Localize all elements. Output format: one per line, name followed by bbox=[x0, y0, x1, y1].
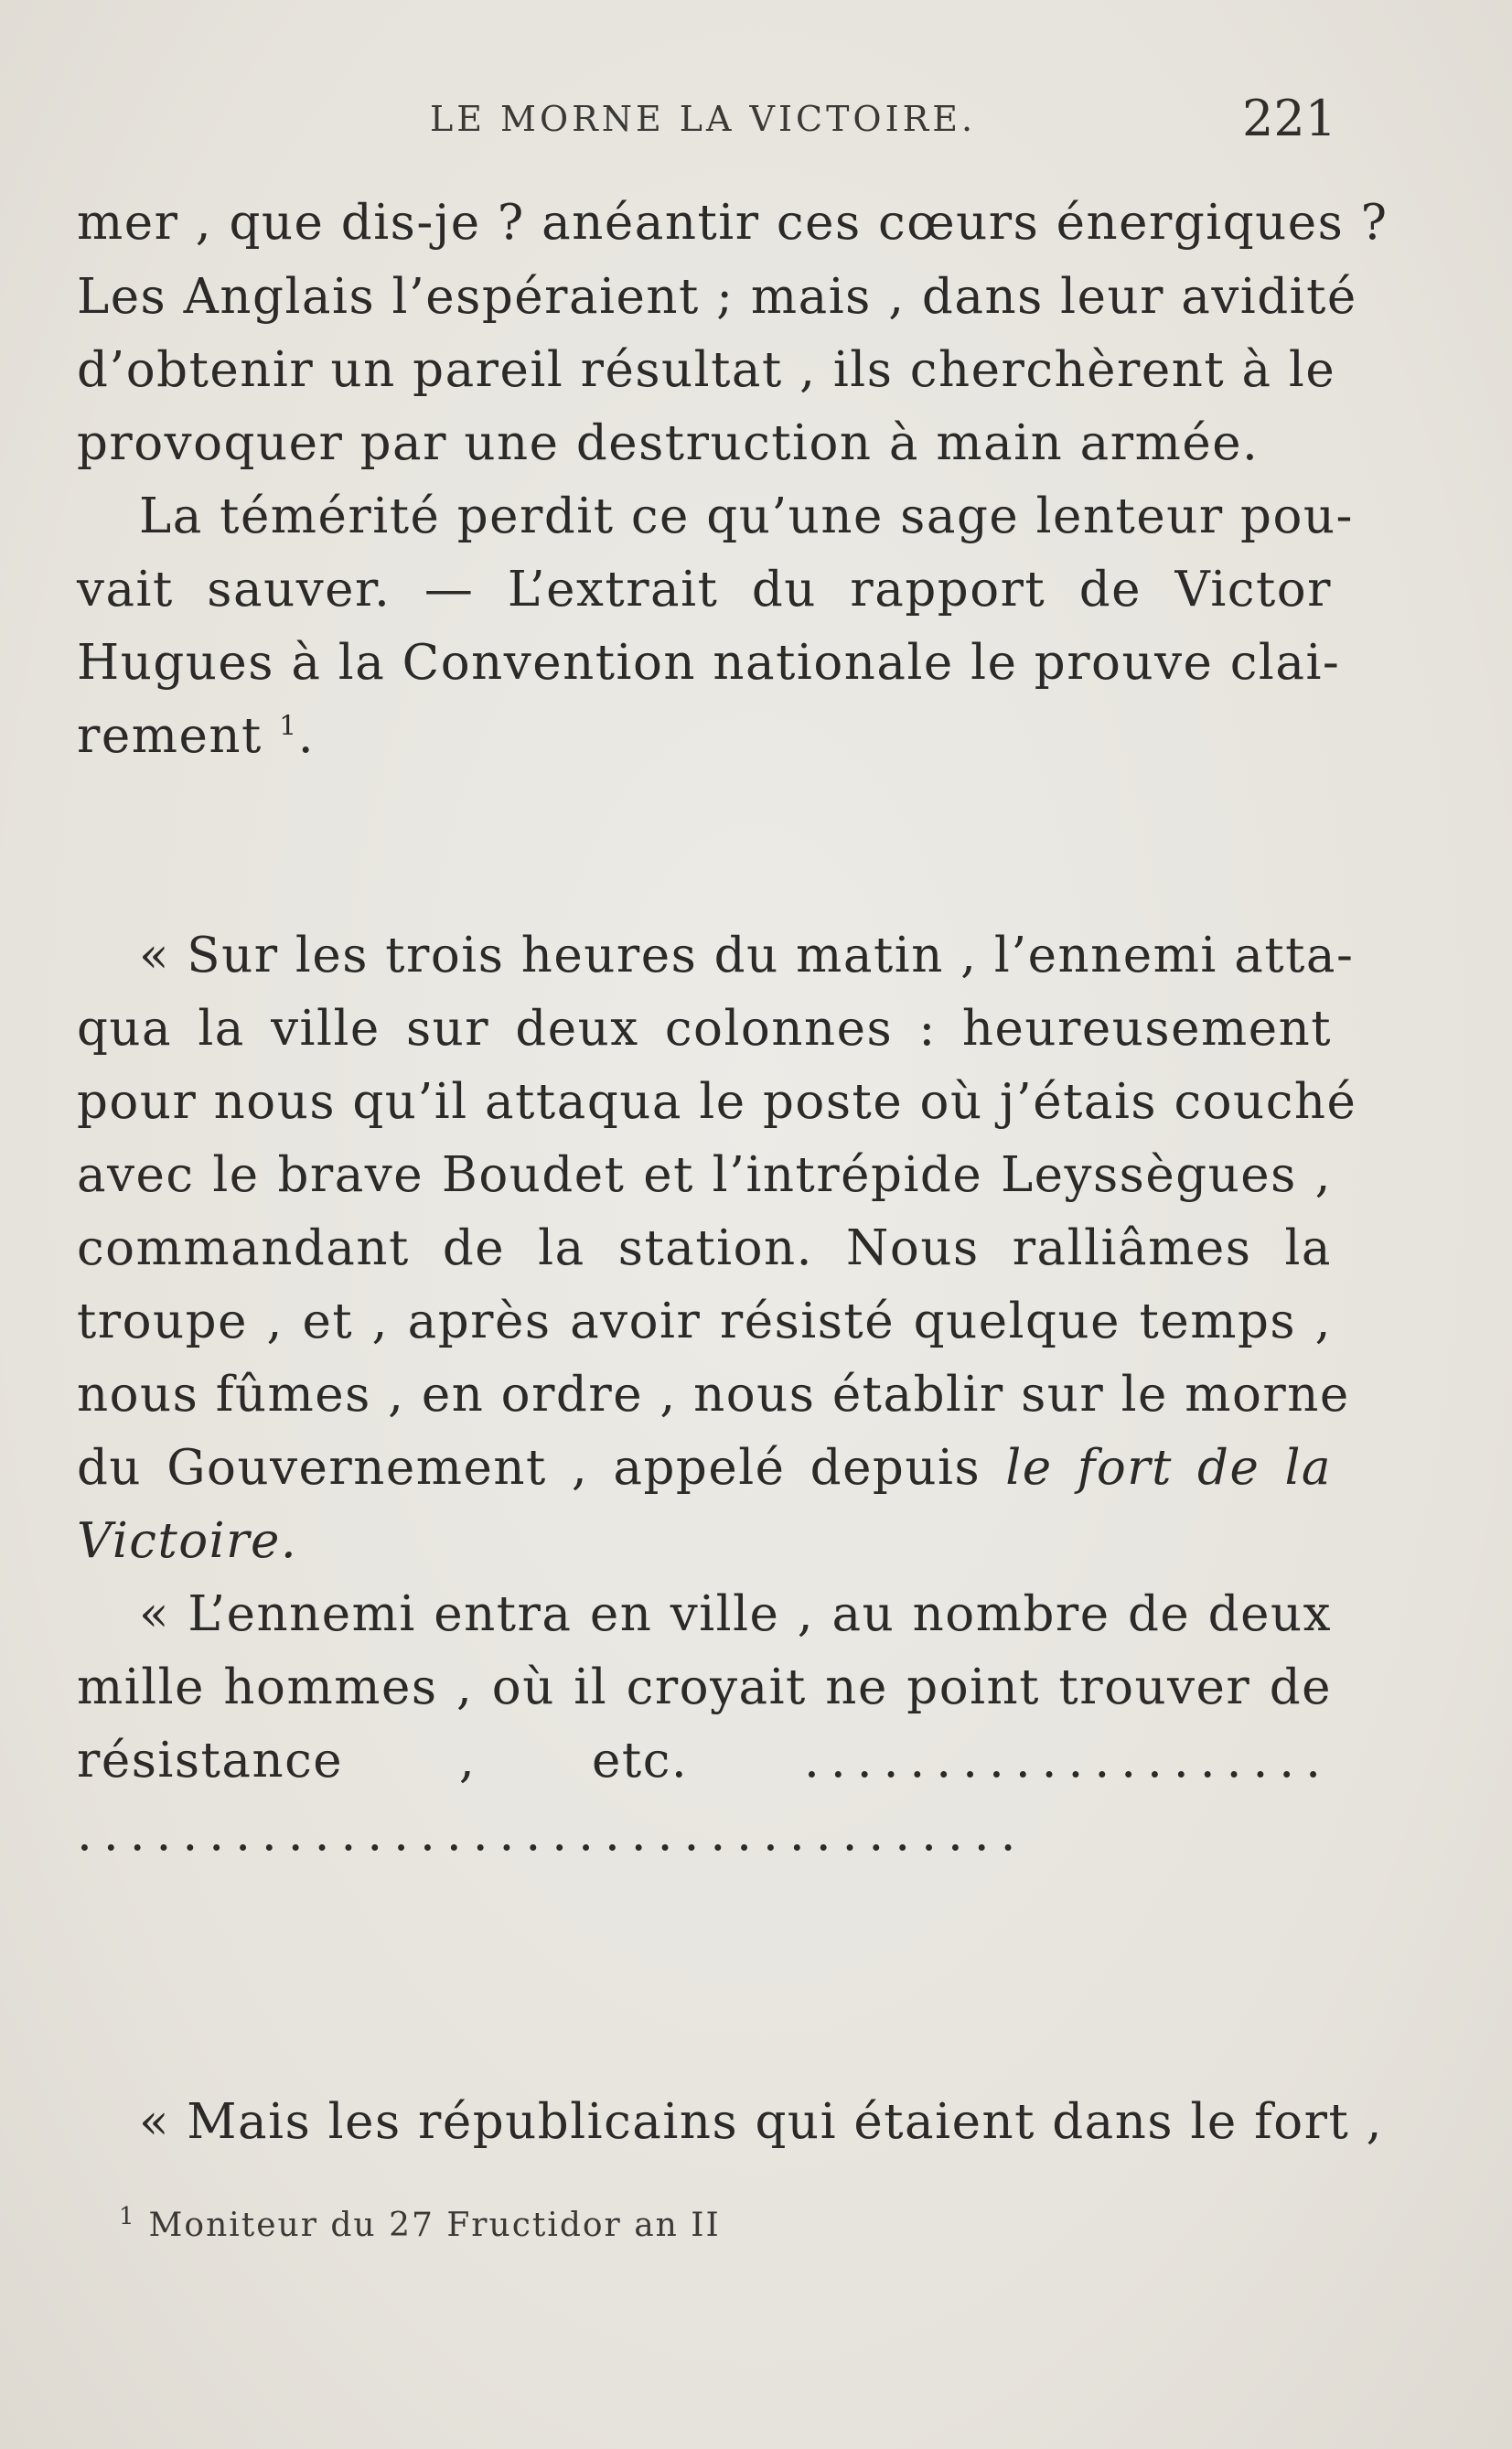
footnote-mark: 1 bbox=[119, 2203, 136, 2230]
text-line: nous fûmes , en ordre , nous établir sur le morne bbox=[77, 1367, 1350, 1423]
footnote bbox=[119, 2203, 721, 2244]
text-line: mer , que dis-je ? anéantir ces cœurs énergiques ? bbox=[77, 195, 1389, 251]
dot-leaders: .................................... bbox=[77, 1806, 1027, 1862]
text-line bbox=[77, 1514, 1332, 1569]
footnote-reference: 1 bbox=[279, 710, 298, 743]
text-line: qua la ville sur deux colonnes : heureusement bbox=[77, 1001, 1332, 1057]
text-line: commandant de la station. Nous ralliâmes la bbox=[77, 1220, 1332, 1276]
text-line: mille hommes , où il croyait ne point trouver de bbox=[77, 1660, 1332, 1715]
italic-text: le fort de la bbox=[1005, 1440, 1333, 1496]
running-title: LE MORNE LA VICTOIRE. bbox=[430, 99, 977, 139]
italic-text: Victoire. bbox=[77, 1513, 298, 1569]
text-line: La témérité perdit ce qu’une sage lenteur pou- bbox=[139, 489, 1354, 544]
text-line bbox=[77, 1807, 1332, 1862]
text-fragment: résistance , etc. bbox=[77, 1733, 689, 1788]
text-fragment: . bbox=[297, 708, 316, 764]
text-line: « L’ennemi entra en ville , au nombre de deux bbox=[139, 1586, 1332, 1642]
text-fragment: rement bbox=[77, 708, 263, 764]
text-fragment: du Gouvernement , appelé depuis bbox=[77, 1440, 981, 1496]
text-line: troupe , et , après avoir résisté quelque temps , bbox=[77, 1294, 1332, 1349]
text-line: Les Anglais l’espéraient ; mais , dans leur avidité bbox=[77, 269, 1357, 325]
text-line: Hugues à la Convention nationale le prouve clai- bbox=[77, 635, 1341, 691]
text-line: provoquer par une destruction à main armée. bbox=[77, 415, 1260, 471]
text-line bbox=[77, 709, 1332, 764]
text-line: « Sur les trois heures du matin , l’ennemi atta- bbox=[139, 928, 1355, 983]
text-line: vait sauver. — L’extrait du rapport de Victor bbox=[77, 562, 1332, 618]
text-line: d’obtenir un pareil résultat , ils cherchèrent à le bbox=[77, 342, 1336, 398]
text-line: « Mais les républicains qui étaient dans le fort , bbox=[139, 2094, 1383, 2150]
text-line: pour nous qu’il attaqua le poste où j’étais couché bbox=[77, 1074, 1357, 1130]
dot-leaders: .................... bbox=[804, 1733, 1332, 1788]
text-line bbox=[77, 1441, 1332, 1496]
text-line bbox=[77, 1734, 1332, 1788]
footnote-text: Moniteur du 27 Fructidor an II bbox=[148, 2207, 721, 2244]
text-line: avec le brave Boudet et l’intrépide Leyssègues , bbox=[77, 1147, 1332, 1203]
page-number: 221 bbox=[1242, 90, 1337, 147]
